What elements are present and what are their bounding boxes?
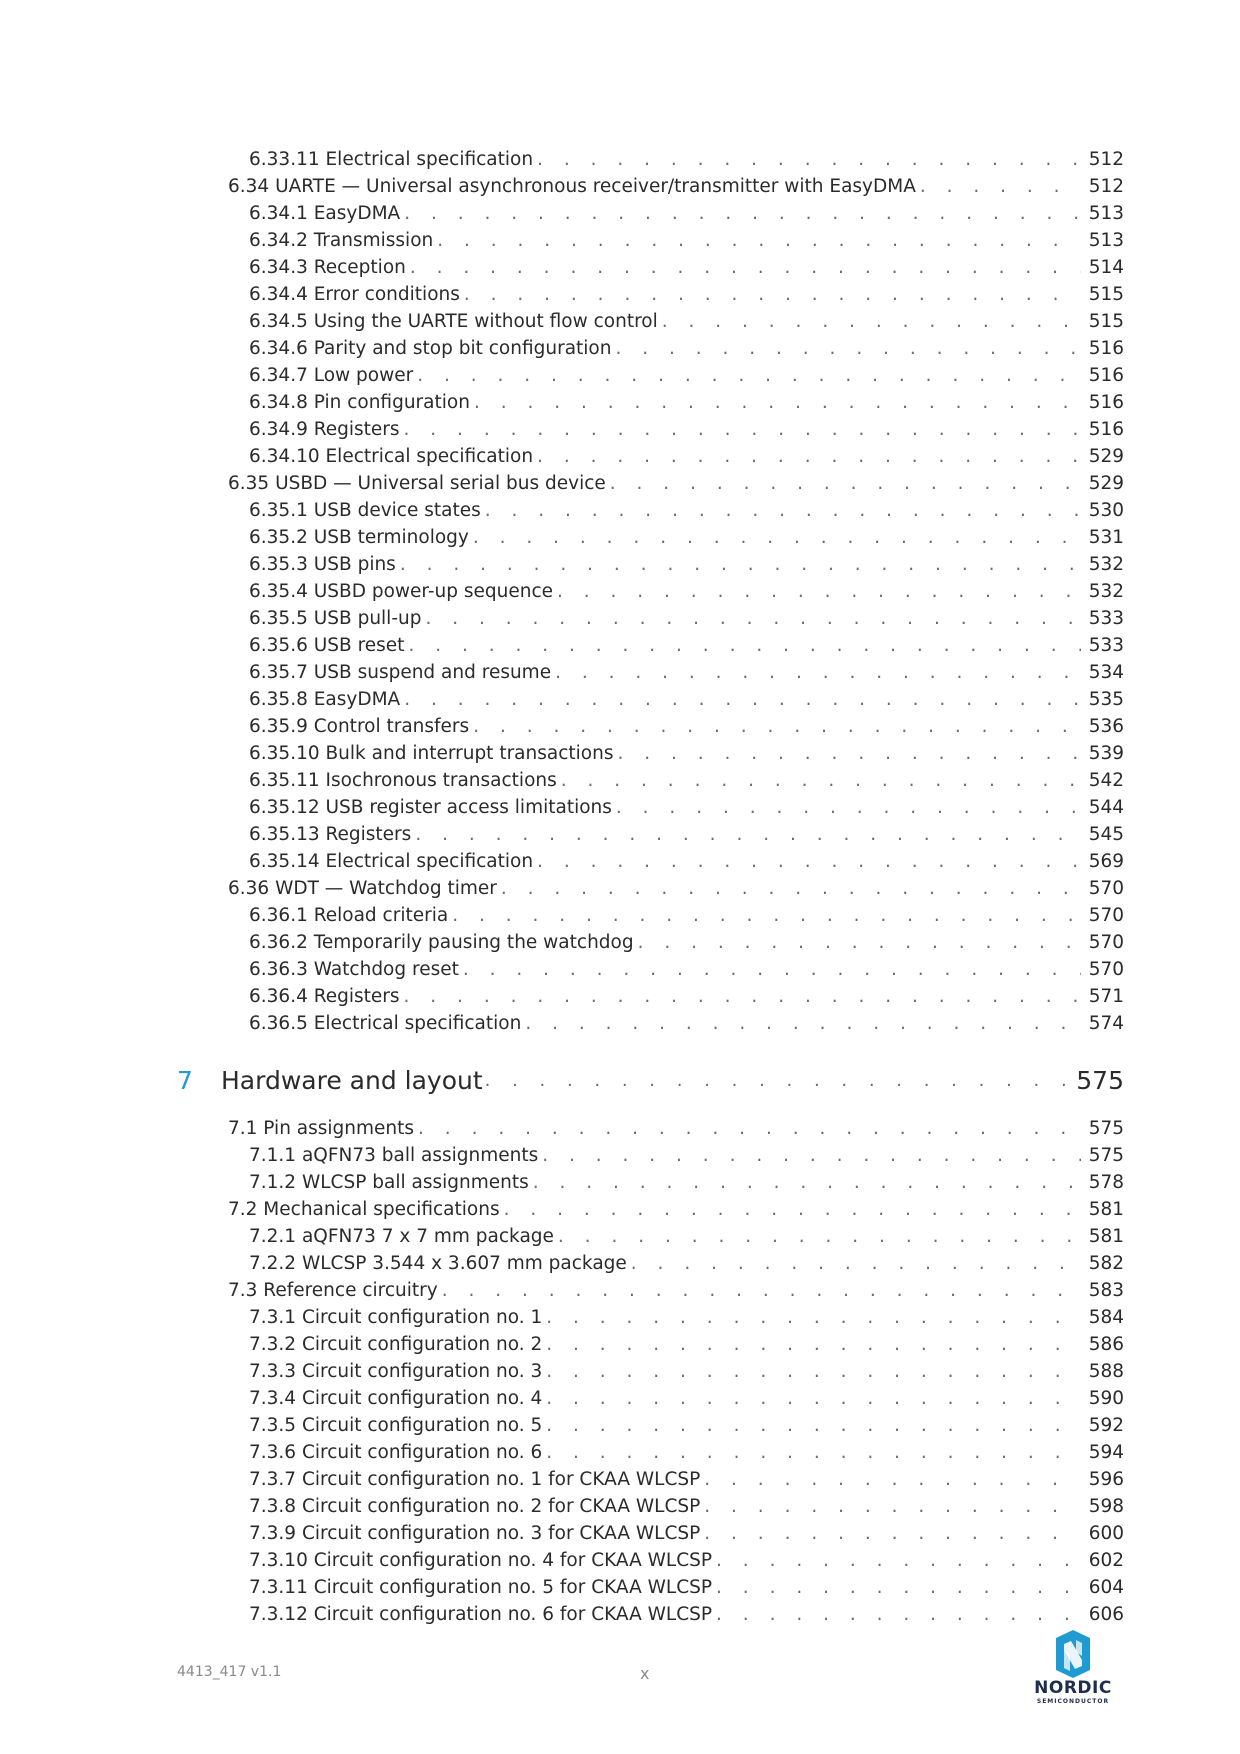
toc-entry[interactable]	[0, 389, 1240, 416]
dot-leader	[437, 227, 1124, 254]
toc-entry[interactable]	[0, 551, 1240, 578]
toc-entry-title: 7.3.1 Circuit configuration no. 1	[249, 1304, 546, 1331]
toc-entry-title: 7.3 Reference circuitry	[228, 1277, 442, 1304]
toc-entry-page-number: 542	[1081, 767, 1124, 794]
toc-entry-page-number: 584	[1081, 1304, 1124, 1331]
toc-entry-title: 6.35.14 Electrical specification	[249, 848, 537, 875]
toc-entry-title: 6.35.12 USB register access limitations	[249, 794, 616, 821]
dot-leader	[542, 1142, 1124, 1169]
toc-entry-page-number: 590	[1081, 1385, 1124, 1412]
toc-entry[interactable]	[0, 497, 1240, 524]
toc-entry-page-number: 514	[1081, 254, 1124, 281]
toc-entry-title: 7.3.5 Circuit configuration no. 5	[249, 1412, 546, 1439]
toc-entry-page-number: 570	[1081, 929, 1124, 956]
dot-leader	[546, 1412, 1124, 1439]
dot-leader	[404, 983, 1124, 1010]
toc-entry[interactable]	[0, 1466, 1240, 1493]
toc-entry[interactable]	[0, 1493, 1240, 1520]
toc-entry-title: 6.34.1 EasyDMA	[249, 200, 404, 227]
dot-leader	[546, 1439, 1124, 1466]
toc-entry-page-number: 533	[1081, 632, 1124, 659]
dot-leader	[417, 362, 1124, 389]
dot-leader	[716, 1547, 1124, 1574]
dot-leader	[418, 1115, 1124, 1142]
dot-leader	[546, 1358, 1124, 1385]
dot-leader	[473, 713, 1124, 740]
dot-leader	[716, 1574, 1124, 1601]
toc-entry-page-number: 512	[1081, 173, 1124, 200]
toc-entry-page-number: 515	[1081, 308, 1124, 335]
toc-entry-title: 6.35.9 Control transfers	[249, 713, 473, 740]
toc-entry-title: 7.2.1 aQFN73 7 x 7 mm package	[249, 1223, 558, 1250]
toc-entry-title: 7.1.2 WLCSP ball assignments	[249, 1169, 533, 1196]
dot-leader	[704, 1520, 1124, 1547]
toc-entry-title: 7.3.6 Circuit configuration no. 6	[249, 1439, 546, 1466]
toc-entry-title: 6.35.3 USB pins	[249, 551, 400, 578]
dot-leader	[557, 578, 1124, 605]
chapter-heading-7[interactable]	[0, 1063, 1240, 1099]
toc-entry[interactable]	[0, 227, 1240, 254]
toc-entry-page-number: 539	[1081, 740, 1124, 767]
toc-entry-title: 6.36.1 Reload criteria	[249, 902, 452, 929]
toc-entry-page-number: 600	[1081, 1520, 1124, 1547]
toc-entry[interactable]	[0, 1331, 1240, 1358]
toc-entry-title: 6.34.9 Registers	[249, 416, 404, 443]
toc-entry-page-number: 571	[1081, 983, 1124, 1010]
toc-entry-page-number: 570	[1081, 875, 1124, 902]
toc-entry[interactable]	[0, 1115, 1240, 1142]
toc-entry-title: 7.3.9 Circuit configuration no. 3 for CKAA WLCSP	[249, 1520, 704, 1547]
toc-entry-title: 6.36 WDT — Watchdog timer	[228, 875, 501, 902]
toc-entry-title: 6.34.3 Reception	[249, 254, 410, 281]
toc-entry-title: 6.35.11 Isochronous transactions	[249, 767, 561, 794]
toc-entry[interactable]	[0, 416, 1240, 443]
dot-leader	[404, 686, 1124, 713]
toc-entry-page-number: 513	[1081, 200, 1124, 227]
toc-entry[interactable]	[0, 1439, 1240, 1466]
toc-entry[interactable]	[0, 1520, 1240, 1547]
toc-entry[interactable]	[0, 794, 1240, 821]
dot-leader	[404, 416, 1124, 443]
toc-entry-page-number: 532	[1081, 578, 1124, 605]
toc-entry-page-number: 535	[1081, 686, 1124, 713]
toc-entry[interactable]	[0, 362, 1240, 389]
toc-entry-page-number: 594	[1081, 1439, 1124, 1466]
dot-leader	[485, 497, 1124, 524]
toc-entry-title: 6.34.6 Parity and stop bit configuration	[249, 335, 615, 362]
toc-section-6	[0, 146, 1240, 1037]
toc-entry-page-number: 515	[1081, 281, 1124, 308]
dot-leader	[504, 1196, 1124, 1223]
toc-entry[interactable]	[0, 1385, 1240, 1412]
toc-entry-page-number: 575	[1081, 1115, 1124, 1142]
toc-entry-page-number: 531	[1081, 524, 1124, 551]
toc-entry-page-number: 575	[1081, 1142, 1124, 1169]
toc-entry[interactable]	[0, 1223, 1240, 1250]
toc-entry-page-number: 606	[1081, 1601, 1124, 1628]
toc-entry-title: 6.35.7 USB suspend and resume	[249, 659, 555, 686]
toc-entry[interactable]	[0, 713, 1240, 740]
toc-entry-page-number: 516	[1081, 389, 1124, 416]
toc-entry-title: 6.36.3 Watchdog reset	[249, 956, 463, 983]
logo-wordmark: NORDIC	[1034, 1678, 1112, 1698]
toc-entry-title: 7.3.10 Circuit configuration no. 4 for CKAA WLCSP	[249, 1547, 716, 1574]
logo-subtext: SEMICONDUCTOR	[1036, 1698, 1110, 1705]
toc-entry[interactable]	[0, 632, 1240, 659]
toc-entry-title: 7.3.11 Circuit configuration no. 5 for CKAA WLCSP	[249, 1574, 716, 1601]
toc-entry[interactable]	[0, 308, 1240, 335]
toc-entry-page-number: 596	[1081, 1466, 1124, 1493]
dot-leader	[616, 794, 1124, 821]
toc-entry-page-number: 604	[1081, 1574, 1124, 1601]
toc-entry-title: 7.3.8 Circuit configuration no. 2 for CKAA WLCSP	[249, 1493, 704, 1520]
toc-entry-page-number: 598	[1081, 1493, 1124, 1520]
toc-entry-title: 6.35.13 Registers	[249, 821, 415, 848]
toc-entry-title: 7.3.2 Circuit configuration no. 2	[249, 1331, 546, 1358]
toc-entry-title: 6.35.6 USB reset	[249, 632, 408, 659]
toc-entry-title: 7.2.2 WLCSP 3.544 x 3.607 mm package	[249, 1250, 631, 1277]
dot-leader	[464, 281, 1124, 308]
toc-entry[interactable]	[0, 605, 1240, 632]
toc-entry-page-number: 532	[1081, 551, 1124, 578]
toc-entry-page-number: 529	[1081, 443, 1124, 470]
toc-entry-title: 6.35.1 USB device states	[249, 497, 485, 524]
toc-entry[interactable]	[0, 146, 1240, 173]
nordic-logo	[1028, 1630, 1118, 1706]
toc-entry[interactable]	[0, 1574, 1240, 1601]
dot-leader	[704, 1493, 1124, 1520]
dot-leader	[555, 659, 1124, 686]
toc-entry-title: 6.34.10 Electrical specification	[249, 443, 537, 470]
dot-leader	[561, 767, 1124, 794]
toc-entry-page-number: 544	[1081, 794, 1124, 821]
chapter-number: 7	[177, 1066, 193, 1095]
toc-entry[interactable]	[0, 335, 1240, 362]
dot-leader	[474, 389, 1124, 416]
toc-entry[interactable]	[0, 1196, 1240, 1223]
toc-entry-page-number: 529	[1081, 470, 1124, 497]
dot-leader	[525, 1010, 1124, 1037]
dot-leader	[546, 1385, 1124, 1412]
toc-entry-title: 7.3.7 Circuit configuration no. 1 for CKAA WLCSP	[249, 1466, 704, 1493]
toc-entry-page-number: 536	[1081, 713, 1124, 740]
toc-entry-page-number: 581	[1081, 1223, 1124, 1250]
toc-entry[interactable]	[0, 1142, 1240, 1169]
toc-entry[interactable]	[0, 470, 1240, 497]
toc-entry[interactable]	[0, 200, 1240, 227]
dot-leader	[662, 308, 1124, 335]
toc-entry[interactable]	[0, 767, 1240, 794]
toc-entry[interactable]	[0, 1250, 1240, 1277]
toc-entry-page-number: 583	[1081, 1277, 1124, 1304]
toc-entry-title: 6.34.4 Error conditions	[249, 281, 464, 308]
toc-entry-title: 6.35.8 EasyDMA	[249, 686, 404, 713]
toc-entry-title: 6.36.2 Temporarily pausing the watchdog	[249, 929, 638, 956]
toc-entry-page-number: 582	[1081, 1250, 1124, 1277]
dot-leader	[485, 1063, 1124, 1099]
toc-entry-page-number: 574	[1081, 1010, 1124, 1037]
toc-entry[interactable]	[0, 983, 1240, 1010]
dot-leader	[452, 902, 1124, 929]
chapter-title: Hardware and layout	[221, 1063, 485, 1099]
toc-entry[interactable]	[0, 1412, 1240, 1439]
footer-page-number: x	[640, 1664, 650, 1683]
dot-leader	[546, 1304, 1124, 1331]
dot-leader	[425, 605, 1124, 632]
toc-entry[interactable]	[0, 443, 1240, 470]
toc-entry-title: 6.34.8 Pin configuration	[249, 389, 474, 416]
toc-entry-title: 6.35.5 USB pull-up	[249, 605, 425, 632]
toc-entry[interactable]	[0, 1547, 1240, 1574]
toc-entry-title: 6.34.2 Transmission	[249, 227, 437, 254]
toc-entry[interactable]	[0, 254, 1240, 281]
toc-entry-page-number: 569	[1081, 848, 1124, 875]
toc-entry-page-number: 530	[1081, 497, 1124, 524]
toc-entry-title: 6.34.7 Low power	[249, 362, 417, 389]
dot-leader	[615, 335, 1124, 362]
dot-leader	[404, 200, 1124, 227]
toc-entry[interactable]	[0, 1304, 1240, 1331]
toc-entry[interactable]	[0, 524, 1240, 551]
toc-entry-title: 6.34.5 Using the UARTE without flow control	[249, 308, 662, 335]
toc-entry-page-number: 513	[1081, 227, 1124, 254]
toc-entry[interactable]	[0, 1601, 1240, 1628]
dot-leader	[558, 1223, 1124, 1250]
toc-entry-page-number: 516	[1081, 335, 1124, 362]
toc-entry[interactable]	[0, 902, 1240, 929]
dot-leader	[463, 956, 1124, 983]
dot-leader	[537, 146, 1124, 173]
dot-leader	[408, 632, 1124, 659]
dot-leader	[638, 929, 1124, 956]
toc-entry-page-number: 602	[1081, 1547, 1124, 1574]
toc-entry-title: 6.33.11 Electrical specification	[249, 146, 537, 173]
dot-leader	[617, 740, 1124, 767]
dot-leader	[537, 443, 1124, 470]
toc-entry-page-number: 592	[1081, 1412, 1124, 1439]
toc-entry-page-number: 545	[1081, 821, 1124, 848]
toc-entry[interactable]	[0, 875, 1240, 902]
toc-entry-page-number: 581	[1081, 1196, 1124, 1223]
dot-leader	[716, 1601, 1124, 1628]
dot-leader	[631, 1250, 1124, 1277]
toc-entry-title: 6.36.4 Registers	[249, 983, 404, 1010]
chapter-page-number: 575	[1068, 1063, 1124, 1099]
toc-entry[interactable]	[0, 659, 1240, 686]
toc-entry-title: 7.3.12 Circuit configuration no. 6 for CKAA WLCSP	[249, 1601, 716, 1628]
toc-entry-title: 7.1.1 aQFN73 ball assignments	[249, 1142, 542, 1169]
toc-entry-title: 7.2 Mechanical specifications	[228, 1196, 504, 1223]
toc-entry-page-number: 512	[1081, 146, 1124, 173]
toc-entry[interactable]	[0, 821, 1240, 848]
toc-entry-title: 6.35.2 USB terminology	[249, 524, 473, 551]
toc-entry-title: 6.35.10 Bulk and interrupt transactions	[249, 740, 617, 767]
toc-entry-page-number: 534	[1081, 659, 1124, 686]
dot-leader	[473, 524, 1124, 551]
dot-leader	[610, 470, 1124, 497]
toc-entry[interactable]	[0, 929, 1240, 956]
toc-entry[interactable]	[0, 1277, 1240, 1304]
toc-entry[interactable]	[0, 173, 1240, 200]
footer-document-id: 4413_417 v1.1	[177, 1664, 282, 1680]
dot-leader	[415, 821, 1124, 848]
dot-leader	[442, 1277, 1124, 1304]
dot-leader	[546, 1331, 1124, 1358]
dot-leader	[533, 1169, 1124, 1196]
nordic-logo-icon	[1028, 1630, 1118, 1678]
toc-entry-title: 7.3.4 Circuit configuration no. 4	[249, 1385, 546, 1412]
toc-entry-title: 6.35.4 USBD power-up sequence	[249, 578, 557, 605]
toc-entry[interactable]	[0, 1358, 1240, 1385]
toc-entry-page-number: 570	[1081, 956, 1124, 983]
toc-entry-title: 6.36.5 Electrical specification	[249, 1010, 525, 1037]
toc-entry-page-number: 570	[1081, 902, 1124, 929]
toc-entry[interactable]	[0, 1169, 1240, 1196]
dot-leader	[410, 254, 1124, 281]
toc-entry-title: 6.34 UARTE — Universal asynchronous receiver/transmitter with EasyDMA	[228, 173, 920, 200]
toc-entry-page-number: 516	[1081, 416, 1124, 443]
toc-entry-page-number: 578	[1081, 1169, 1124, 1196]
toc-entry-page-number: 533	[1081, 605, 1124, 632]
toc-entry[interactable]	[0, 1010, 1240, 1037]
toc-entry[interactable]	[0, 956, 1240, 983]
dot-leader	[704, 1466, 1124, 1493]
toc-entry-page-number: 516	[1081, 362, 1124, 389]
toc-entry-page-number: 586	[1081, 1331, 1124, 1358]
toc-entry-title: 6.35 USBD — Universal serial bus device	[228, 470, 610, 497]
dot-leader	[537, 848, 1124, 875]
toc-section-7	[0, 1115, 1240, 1628]
toc-entry-page-number: 588	[1081, 1358, 1124, 1385]
toc-entry[interactable]	[0, 848, 1240, 875]
toc-entry[interactable]	[0, 686, 1240, 713]
dot-leader	[501, 875, 1124, 902]
dot-leader	[400, 551, 1124, 578]
toc-entry-title: 7.1 Pin assignments	[228, 1115, 418, 1142]
toc-entry[interactable]	[0, 740, 1240, 767]
toc-entry[interactable]	[0, 281, 1240, 308]
toc-entry[interactable]	[0, 578, 1240, 605]
toc-entry-title: 7.3.3 Circuit configuration no. 3	[249, 1358, 546, 1385]
